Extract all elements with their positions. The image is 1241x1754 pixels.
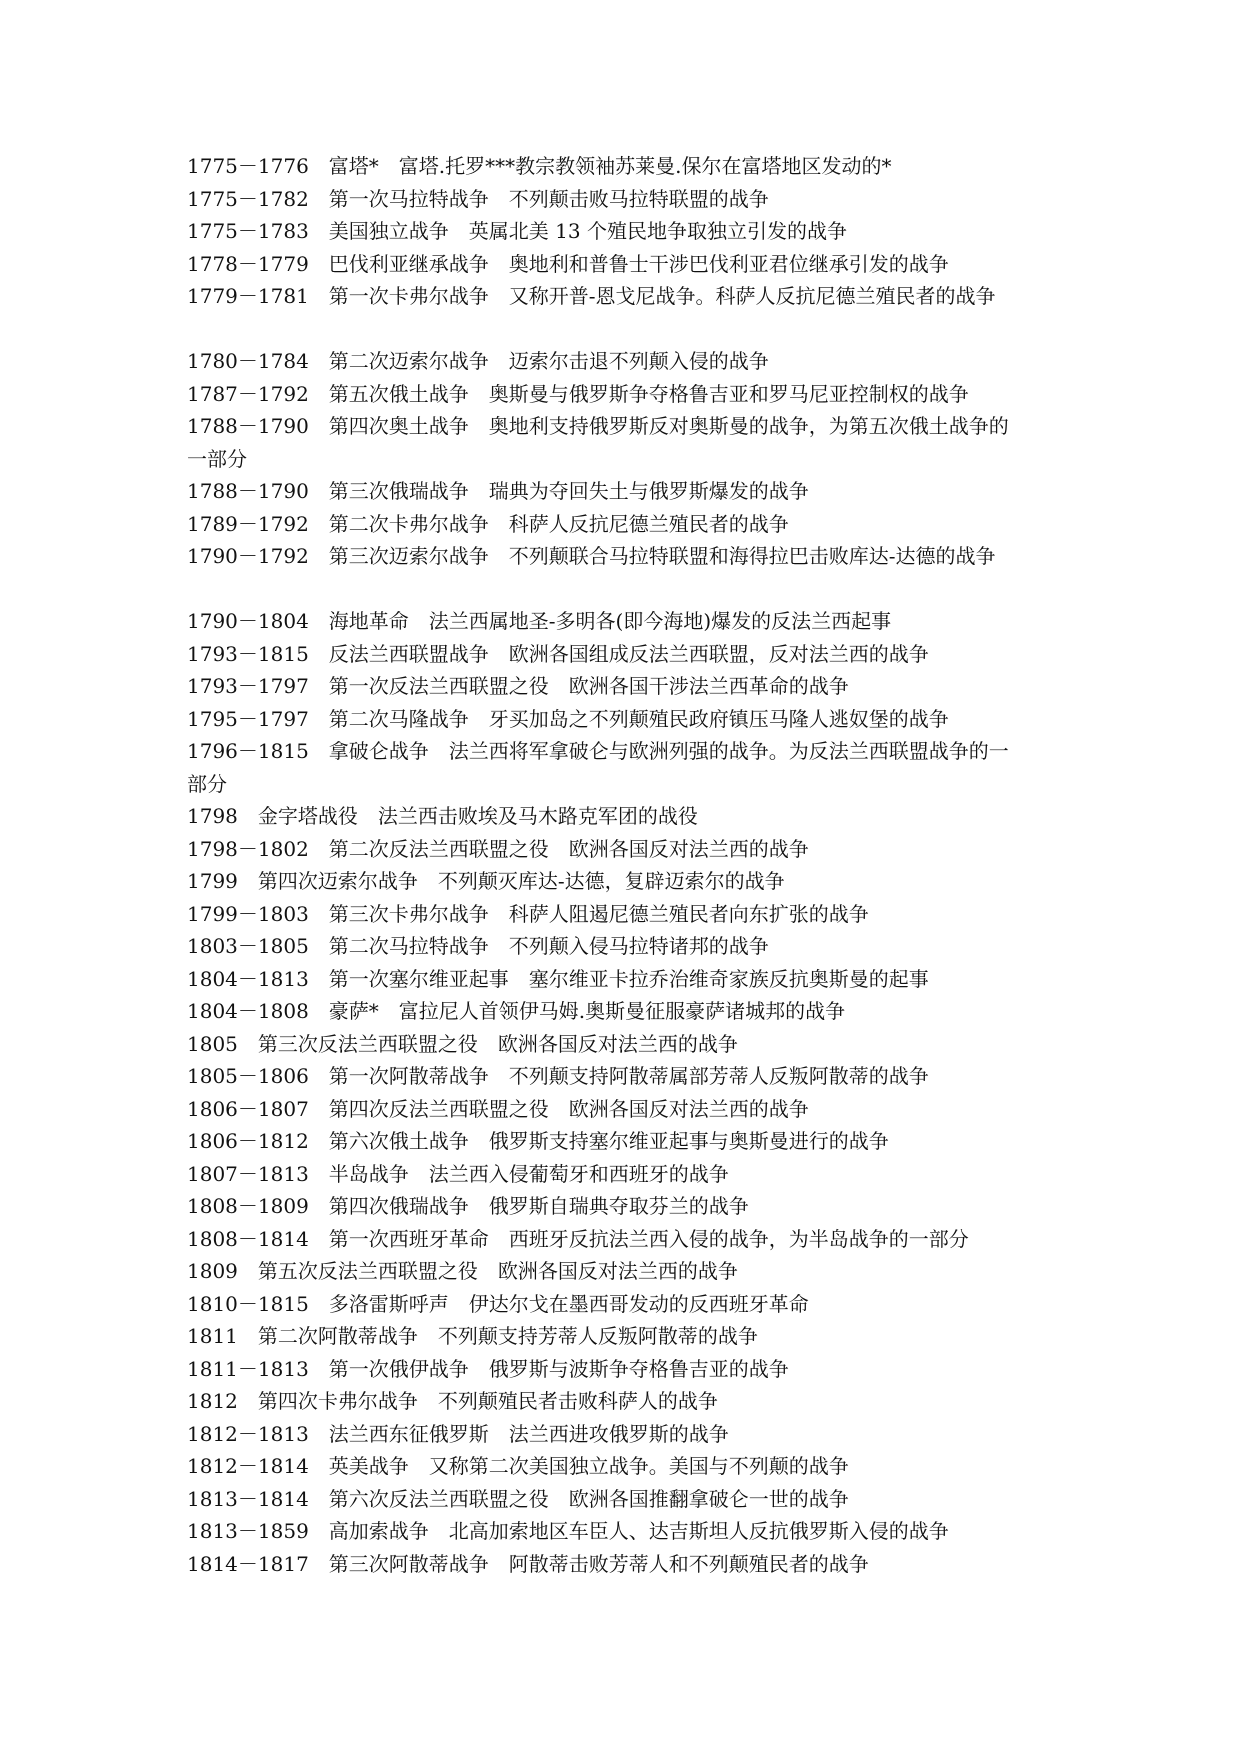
entry-date: 1788－1790	[187, 414, 309, 438]
entry-date: 1813－1814	[187, 1486, 309, 1511]
entry-date: 1808－1814	[187, 1226, 309, 1251]
entry-description: 又称第二次美国独立战争。美国与不列颠的战争	[428, 1454, 849, 1478]
entry-date: 1811－1813	[187, 1356, 309, 1381]
entry-description-continuation: 部分	[187, 771, 227, 796]
entry-date: 1807－1813	[187, 1161, 309, 1186]
entry-war-name: 第二次马拉特战争	[328, 934, 489, 958]
entry-war-name: 第三次卡弗尔战争	[328, 901, 489, 926]
chronology-entry	[187, 280, 1057, 313]
chronology-entry	[187, 800, 1057, 833]
entry-date: 1804－1808	[187, 999, 309, 1023]
entry-war-name: 第一次阿散蒂战争	[328, 1064, 489, 1088]
chronology-entry	[187, 670, 1057, 703]
entry-description: 欧洲各国干涉法兰西革命的战争	[568, 674, 849, 698]
chronology-entry	[187, 1223, 1057, 1256]
entry-description: 欧洲各国推翻拿破仑一世的战争	[568, 1486, 849, 1511]
chronology-entry	[187, 475, 1057, 508]
chronology-entry	[187, 1450, 1057, 1483]
entry-description: 法兰西属地圣-多明各(即今海地)爆发的反法兰西起事	[428, 609, 892, 633]
entry-date: 1790－1804	[187, 609, 309, 633]
entry-date: 1811	[187, 1324, 238, 1348]
entry-war-name: 第二次马隆战争	[328, 706, 469, 731]
entry-war-name: 第三次迈索尔战争	[328, 544, 489, 568]
entry-description: 法兰西击败埃及马木路克军团的战役	[377, 804, 698, 828]
entry-description: 欧洲各国反对法兰西的战争	[568, 1096, 809, 1121]
entry-description: 欧洲各国反对法兰西的战争	[497, 1259, 738, 1283]
entry-date: 1790－1792	[187, 544, 309, 568]
entry-war-name: 豪萨*	[328, 999, 379, 1023]
entry-date: 1805	[187, 1031, 238, 1056]
chronology-entry	[187, 1190, 1057, 1223]
entry-date: 1778－1779	[187, 251, 309, 276]
entry-date: 1789－1792	[187, 511, 309, 536]
entry-date: 1796－1815	[187, 739, 309, 763]
war-chronology-list	[187, 150, 1057, 1580]
entry-description: 北高加索地区车臣人、达吉斯坦人反抗俄罗斯入侵的战争	[448, 1519, 949, 1543]
entry-war-name: 第四次奥土战争	[328, 414, 469, 438]
entry-war-name: 第一次马拉特战争	[328, 186, 489, 211]
chronology-entry	[187, 1125, 1057, 1158]
chronology-entry	[187, 1255, 1057, 1288]
entry-war-name: 多洛雷斯呼声	[328, 1291, 449, 1316]
entry-description: 英属北美 13 个殖民地争取独立引发的战争	[468, 219, 847, 243]
entry-war-name: 第六次俄土战争	[328, 1129, 469, 1153]
chronology-entry	[187, 930, 1057, 963]
entry-date: 1788－1790	[187, 479, 309, 503]
entry-date: 1806－1807	[187, 1096, 309, 1121]
entry-date: 1814－1817	[187, 1551, 309, 1576]
entry-date: 1805－1806	[187, 1064, 309, 1088]
entry-description: 科萨人反抗尼德兰殖民者的战争	[508, 511, 789, 536]
entry-war-name: 第三次俄瑞战争	[328, 479, 469, 503]
entry-date: 1775－1783	[187, 219, 309, 243]
chronology-entry	[187, 898, 1057, 931]
entry-description: 奥地利和普鲁士干涉巴伐利亚君位继承引发的战争	[508, 251, 949, 276]
entry-description: 富拉尼人首领伊马姆.奥斯曼征服豪萨诸城邦的战争	[398, 999, 846, 1023]
chronology-entry	[187, 1385, 1057, 1418]
entry-description: 阿散蒂击败芳蒂人和不列颠殖民者的战争	[508, 1551, 869, 1576]
chronology-entry	[187, 605, 1057, 638]
entry-date: 1775－1776	[187, 154, 309, 178]
entry-war-name: 英美战争	[328, 1454, 409, 1478]
entry-war-name: 第四次卡弗尔战争	[257, 1389, 418, 1413]
chronology-entry	[187, 508, 1057, 541]
entry-date: 1808－1809	[187, 1194, 309, 1218]
entry-date: 1812	[187, 1389, 238, 1413]
entry-date: 1799	[187, 869, 238, 893]
entry-war-name: 第二次阿散蒂战争	[257, 1324, 418, 1348]
chronology-entry	[187, 1028, 1057, 1061]
chronology-entry	[187, 995, 1057, 1028]
entry-date: 1798－1802	[187, 836, 309, 861]
entry-war-name: 拿破仑战争	[328, 739, 429, 763]
entry-description: 不列颠殖民者击败科萨人的战争	[437, 1389, 718, 1413]
entry-description: 俄罗斯自瑞典夺取芬兰的战争	[488, 1194, 749, 1218]
entry-war-name: 巴伐利亚继承战争	[328, 251, 489, 276]
chronology-entry	[187, 1483, 1057, 1516]
entry-date: 1795－1797	[187, 706, 309, 731]
entry-war-name: 第一次卡弗尔战争	[328, 284, 489, 308]
entry-description: 欧洲各国反对法兰西的战争	[568, 836, 809, 861]
chronology-entry	[187, 1288, 1057, 1321]
entry-description: 欧洲各国反对法兰西的战争	[497, 1031, 738, 1056]
entry-war-name: 第一次西班牙革命	[328, 1226, 489, 1251]
entry-war-name: 第二次反法兰西联盟之役	[328, 836, 549, 861]
entry-war-name: 第三次反法兰西联盟之役	[257, 1031, 478, 1056]
chronology-entry	[187, 1353, 1057, 1386]
entry-war-name: 半岛战争	[328, 1161, 409, 1186]
chronology-entry	[187, 1548, 1057, 1581]
entry-description: 不列颠支持阿散蒂属部芳蒂人反叛阿散蒂的战争	[508, 1064, 929, 1088]
chronology-entry	[187, 248, 1057, 281]
chronology-entry	[187, 540, 1057, 573]
entry-war-name: 第四次迈索尔战争	[257, 869, 418, 893]
chronology-entry	[187, 1060, 1057, 1093]
entry-description: 俄罗斯支持塞尔维亚起事与奥斯曼进行的战争	[488, 1129, 889, 1153]
entry-description: 不列颠入侵马拉特诸邦的战争	[508, 934, 769, 958]
entry-description: 西班牙反抗法兰西入侵的战争，为半岛战争的一部分	[508, 1226, 969, 1251]
entry-war-name: 第二次迈索尔战争	[328, 349, 489, 373]
chronology-entry	[187, 345, 1057, 378]
entry-date: 1793－1815	[187, 641, 309, 666]
entry-war-name: 富塔*	[328, 154, 379, 178]
chronology-entry	[187, 1320, 1057, 1353]
entry-war-name: 美国独立战争	[328, 219, 449, 243]
entry-date: 1798	[187, 804, 238, 828]
chronology-entry	[187, 963, 1057, 996]
entry-date: 1799－1803	[187, 901, 309, 926]
entry-description: 伊达尔戈在墨西哥发动的反西班牙革命	[468, 1291, 809, 1316]
entry-description: 法兰西进攻俄罗斯的战争	[508, 1421, 729, 1446]
chronology-entry	[187, 735, 1057, 768]
blank-line	[187, 313, 1057, 346]
entry-description: 俄罗斯与波斯争夺格鲁吉亚的战争	[488, 1356, 789, 1381]
entry-date: 1809	[187, 1259, 238, 1283]
entry-description: 法兰西入侵葡萄牙和西班牙的战争	[428, 1161, 729, 1186]
entry-date: 1803－1805	[187, 934, 309, 958]
chronology-entry	[187, 150, 1057, 183]
chronology-entry	[187, 410, 1057, 443]
entry-date: 1793－1797	[187, 674, 309, 698]
entry-date: 1779－1781	[187, 284, 309, 308]
entry-description: 迈索尔击退不列颠入侵的战争	[508, 349, 769, 373]
entry-description: 欧洲各国组成反法兰西联盟，反对法兰西的战争	[508, 641, 929, 666]
entry-description: 奥斯曼与俄罗斯争夺格鲁吉亚和罗马尼亚控制权的战争	[488, 381, 969, 406]
entry-description: 法兰西将军拿破仑与欧洲列强的战争。为反法兰西联盟战争的一	[448, 739, 1009, 763]
entry-description: 奥地利支持俄罗斯反对奥斯曼的战争，为第五次俄土战争的	[488, 414, 1009, 438]
entry-description: 塞尔维亚卡拉乔治维奇家族反抗奥斯曼的起事	[528, 966, 929, 991]
entry-war-name: 第一次反法兰西联盟之役	[328, 674, 549, 698]
entry-war-name: 金字塔战役	[257, 804, 358, 828]
entry-description: 不列颠支持芳蒂人反叛阿散蒂的战争	[437, 1324, 758, 1348]
entry-date: 1812－1814	[187, 1454, 309, 1478]
chronology-entry	[187, 703, 1057, 736]
chronology-entry	[187, 378, 1057, 411]
entry-description: 不列颠灭库达-达德，复辟迈索尔的战争	[437, 869, 785, 893]
entry-date: 1806－1812	[187, 1129, 309, 1153]
chronology-entry	[187, 1093, 1057, 1126]
entry-description: 科萨人阻遏尼德兰殖民者向东扩张的战争	[508, 901, 869, 926]
entry-date: 1775－1782	[187, 186, 309, 211]
entry-war-name: 第五次反法兰西联盟之役	[257, 1259, 478, 1283]
chronology-entry	[187, 833, 1057, 866]
entry-description-continuation: 一部分	[187, 446, 247, 471]
entry-description: 又称开普-恩戈尼战争。科萨人反抗尼德兰殖民者的战争	[508, 284, 996, 308]
entry-war-name: 高加索战争	[328, 1519, 429, 1543]
entry-date: 1810－1815	[187, 1291, 309, 1316]
entry-war-name: 第四次俄瑞战争	[328, 1194, 469, 1218]
entry-description: 不列颠联合马拉特联盟和海得拉巴击败库达-达德的战争	[508, 544, 996, 568]
entry-date: 1804－1813	[187, 966, 309, 991]
chronology-entry	[187, 1418, 1057, 1451]
entry-war-name: 法兰西东征俄罗斯	[328, 1421, 489, 1446]
entry-war-name: 第四次反法兰西联盟之役	[328, 1096, 549, 1121]
chronology-entry	[187, 865, 1057, 898]
entry-description: 牙买加岛之不列颠殖民政府镇压马隆人逃奴堡的战争	[488, 706, 949, 731]
chronology-entry	[187, 1515, 1057, 1548]
entry-war-name: 反法兰西联盟战争	[328, 641, 489, 666]
entry-date: 1787－1792	[187, 381, 309, 406]
entry-war-name: 第六次反法兰西联盟之役	[328, 1486, 549, 1511]
blank-line	[187, 573, 1057, 606]
entry-date: 1813－1859	[187, 1519, 309, 1543]
entry-description: 瑞典为夺回失土与俄罗斯爆发的战争	[488, 479, 809, 503]
entry-war-name: 海地革命	[328, 609, 409, 633]
chronology-entry	[187, 1158, 1057, 1191]
chronology-entry	[187, 215, 1057, 248]
chronology-entry	[187, 183, 1057, 216]
entry-description: 富塔.托罗***教宗教领袖苏莱曼.保尔在富塔地区发动的*	[398, 154, 892, 178]
chronology-entry	[187, 638, 1057, 671]
entry-date: 1780－1784	[187, 349, 309, 373]
entry-war-name: 第五次俄土战争	[328, 381, 469, 406]
entry-war-name: 第三次阿散蒂战争	[328, 1551, 489, 1576]
entry-war-name: 第二次卡弗尔战争	[328, 511, 489, 536]
entry-war-name: 第一次俄伊战争	[328, 1356, 469, 1381]
entry-description: 不列颠击败马拉特联盟的战争	[508, 186, 769, 211]
entry-war-name: 第一次塞尔维亚起事	[328, 966, 509, 991]
entry-date: 1812－1813	[187, 1421, 309, 1446]
